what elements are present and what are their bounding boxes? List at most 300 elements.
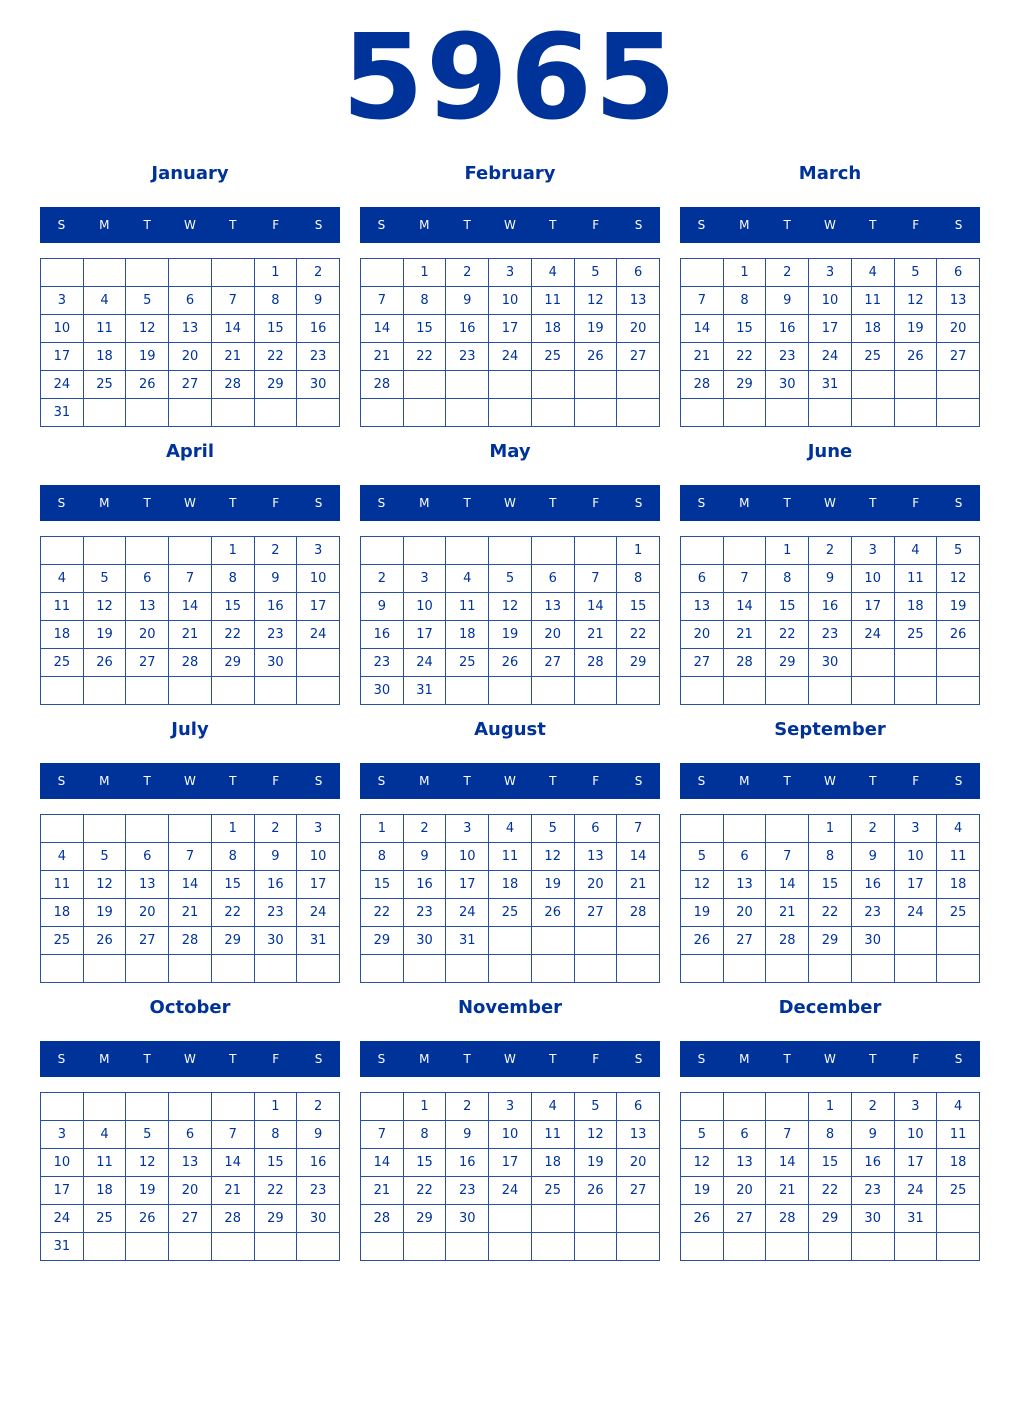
day-cell bbox=[212, 955, 255, 983]
day-cell: 29 bbox=[361, 927, 404, 955]
day-cell: 2 bbox=[852, 815, 895, 843]
day-cell: 18 bbox=[41, 621, 84, 649]
day-cell: 28 bbox=[169, 927, 212, 955]
weekday-label: W bbox=[184, 218, 196, 232]
weekday-header bbox=[360, 1041, 660, 1077]
day-cell bbox=[681, 815, 724, 843]
weekday-label: W bbox=[504, 774, 516, 788]
day-cell: 11 bbox=[84, 315, 127, 343]
day-cell: 10 bbox=[297, 843, 340, 871]
day-cell: 16 bbox=[446, 1149, 489, 1177]
day-cell bbox=[575, 537, 618, 565]
day-cell: 29 bbox=[617, 649, 660, 677]
day-cell: 28 bbox=[617, 899, 660, 927]
day-cell: 17 bbox=[297, 871, 340, 899]
day-cell: 2 bbox=[446, 1093, 489, 1121]
day-cell: 16 bbox=[404, 871, 447, 899]
weekday-header bbox=[680, 1041, 980, 1077]
day-cell: 27 bbox=[937, 343, 980, 371]
month-6 bbox=[680, 436, 980, 714]
day-cell: 28 bbox=[766, 1205, 809, 1233]
weekday-label: T bbox=[869, 218, 877, 232]
weekday-label: T bbox=[463, 1052, 471, 1066]
day-cell: 17 bbox=[489, 1149, 532, 1177]
day-cell: 7 bbox=[361, 287, 404, 315]
day-cell: 24 bbox=[41, 371, 84, 399]
month-name: November bbox=[457, 997, 563, 1018]
day-cell bbox=[255, 955, 298, 983]
weekday-label: F bbox=[912, 1052, 920, 1066]
day-cell bbox=[852, 649, 895, 677]
day-cell bbox=[852, 955, 895, 983]
day-cell bbox=[937, 1205, 980, 1233]
day-cell bbox=[126, 955, 169, 983]
day-cell: 4 bbox=[937, 1093, 980, 1121]
day-cell: 7 bbox=[212, 287, 255, 315]
day-cell: 29 bbox=[255, 1205, 298, 1233]
day-cell: 12 bbox=[126, 1149, 169, 1177]
day-cell bbox=[212, 1093, 255, 1121]
day-cell bbox=[575, 927, 618, 955]
day-grid bbox=[680, 536, 980, 705]
weekday-label: T bbox=[869, 496, 877, 510]
day-cell bbox=[724, 1093, 767, 1121]
day-cell: 13 bbox=[617, 1121, 660, 1149]
weekday-label: T bbox=[463, 218, 471, 232]
weekday-label: T bbox=[783, 774, 791, 788]
day-cell: 4 bbox=[937, 815, 980, 843]
day-cell: 21 bbox=[361, 343, 404, 371]
day-grid bbox=[360, 814, 660, 983]
day-cell bbox=[937, 371, 980, 399]
day-cell: 24 bbox=[895, 1177, 938, 1205]
day-cell bbox=[41, 677, 84, 705]
day-cell bbox=[446, 537, 489, 565]
weekday-header bbox=[40, 207, 340, 243]
day-cell: 31 bbox=[41, 399, 84, 427]
month-9 bbox=[680, 714, 980, 992]
day-grid bbox=[680, 1092, 980, 1261]
day-cell: 18 bbox=[937, 871, 980, 899]
day-cell: 6 bbox=[724, 1121, 767, 1149]
day-cell: 23 bbox=[361, 649, 404, 677]
day-cell: 9 bbox=[255, 565, 298, 593]
weekday-label: M bbox=[739, 496, 750, 510]
day-cell: 3 bbox=[852, 537, 895, 565]
day-cell: 12 bbox=[895, 287, 938, 315]
day-cell: 4 bbox=[489, 815, 532, 843]
day-cell: 6 bbox=[681, 565, 724, 593]
day-cell: 14 bbox=[169, 871, 212, 899]
day-cell: 26 bbox=[681, 927, 724, 955]
day-cell bbox=[297, 1233, 340, 1261]
weekday-label: W bbox=[504, 1052, 516, 1066]
day-cell bbox=[169, 955, 212, 983]
day-grid bbox=[360, 1092, 660, 1261]
month-name: May bbox=[489, 441, 531, 462]
day-cell: 29 bbox=[212, 649, 255, 677]
day-cell: 1 bbox=[809, 815, 852, 843]
day-cell: 3 bbox=[446, 815, 489, 843]
day-cell bbox=[212, 259, 255, 287]
day-cell: 18 bbox=[852, 315, 895, 343]
day-cell bbox=[169, 1233, 212, 1261]
weekday-label: F bbox=[592, 774, 600, 788]
day-cell: 24 bbox=[446, 899, 489, 927]
day-cell bbox=[255, 677, 298, 705]
day-cell: 25 bbox=[84, 371, 127, 399]
day-cell: 27 bbox=[724, 927, 767, 955]
day-cell bbox=[532, 399, 575, 427]
day-cell bbox=[361, 1093, 404, 1121]
month-name: December bbox=[778, 997, 882, 1018]
weekday-label: T bbox=[783, 1052, 791, 1066]
day-cell: 23 bbox=[852, 1177, 895, 1205]
day-cell bbox=[724, 399, 767, 427]
day-cell: 8 bbox=[212, 565, 255, 593]
month-name: August bbox=[474, 719, 546, 740]
day-cell bbox=[212, 399, 255, 427]
day-cell: 2 bbox=[297, 259, 340, 287]
weekday-label: W bbox=[504, 218, 516, 232]
day-cell: 28 bbox=[361, 371, 404, 399]
day-cell bbox=[809, 677, 852, 705]
day-cell: 2 bbox=[361, 565, 404, 593]
day-cell bbox=[404, 955, 447, 983]
day-cell: 25 bbox=[446, 649, 489, 677]
day-cell: 8 bbox=[404, 287, 447, 315]
day-cell bbox=[724, 955, 767, 983]
day-cell: 27 bbox=[126, 649, 169, 677]
day-cell bbox=[361, 537, 404, 565]
weekday-label: S bbox=[314, 496, 323, 510]
day-cell: 7 bbox=[361, 1121, 404, 1149]
day-cell: 19 bbox=[126, 1177, 169, 1205]
day-cell: 1 bbox=[766, 537, 809, 565]
day-cell: 22 bbox=[212, 899, 255, 927]
day-cell bbox=[809, 955, 852, 983]
day-cell: 13 bbox=[724, 871, 767, 899]
day-cell bbox=[575, 371, 618, 399]
day-cell: 10 bbox=[895, 1121, 938, 1149]
weekday-label: W bbox=[184, 774, 196, 788]
weekday-header bbox=[360, 485, 660, 521]
weekday-label: M bbox=[419, 218, 430, 232]
day-cell: 16 bbox=[852, 1149, 895, 1177]
month-7 bbox=[40, 714, 340, 992]
day-cell: 28 bbox=[361, 1205, 404, 1233]
day-cell: 12 bbox=[126, 315, 169, 343]
day-cell: 13 bbox=[126, 871, 169, 899]
day-cell bbox=[532, 1233, 575, 1261]
day-cell: 24 bbox=[404, 649, 447, 677]
month-name: March bbox=[798, 163, 862, 184]
day-cell: 25 bbox=[937, 1177, 980, 1205]
day-cell bbox=[724, 815, 767, 843]
day-cell bbox=[126, 815, 169, 843]
weekday-label: T bbox=[463, 496, 471, 510]
day-cell: 11 bbox=[532, 287, 575, 315]
day-cell: 16 bbox=[297, 1149, 340, 1177]
month-name: September bbox=[774, 719, 886, 740]
day-cell: 2 bbox=[255, 537, 298, 565]
day-cell: 16 bbox=[361, 621, 404, 649]
day-cell: 10 bbox=[489, 287, 532, 315]
day-cell: 11 bbox=[41, 593, 84, 621]
day-cell: 26 bbox=[895, 343, 938, 371]
day-cell bbox=[169, 677, 212, 705]
day-cell: 18 bbox=[41, 899, 84, 927]
day-cell bbox=[895, 1233, 938, 1261]
day-cell: 26 bbox=[575, 1177, 618, 1205]
day-cell bbox=[489, 399, 532, 427]
day-grid bbox=[360, 536, 660, 705]
day-cell: 7 bbox=[169, 565, 212, 593]
day-cell bbox=[532, 1205, 575, 1233]
day-cell: 19 bbox=[575, 1149, 618, 1177]
day-grid bbox=[40, 536, 340, 705]
day-cell: 26 bbox=[937, 621, 980, 649]
day-cell: 30 bbox=[809, 649, 852, 677]
day-cell: 4 bbox=[895, 537, 938, 565]
day-cell: 18 bbox=[84, 1177, 127, 1205]
day-cell: 11 bbox=[937, 1121, 980, 1149]
day-cell: 11 bbox=[852, 287, 895, 315]
day-cell: 10 bbox=[895, 843, 938, 871]
weekday-label: M bbox=[99, 496, 110, 510]
day-cell: 9 bbox=[446, 287, 489, 315]
weekday-label: T bbox=[143, 218, 151, 232]
day-cell: 13 bbox=[937, 287, 980, 315]
day-cell: 12 bbox=[84, 871, 127, 899]
day-cell: 12 bbox=[575, 1121, 618, 1149]
day-cell: 18 bbox=[84, 343, 127, 371]
day-cell: 11 bbox=[895, 565, 938, 593]
day-cell: 26 bbox=[126, 371, 169, 399]
weekday-label: W bbox=[504, 496, 516, 510]
day-cell bbox=[681, 259, 724, 287]
weekday-label: F bbox=[272, 496, 280, 510]
day-cell bbox=[169, 399, 212, 427]
weekday-header bbox=[680, 207, 980, 243]
day-cell bbox=[169, 537, 212, 565]
day-cell bbox=[489, 677, 532, 705]
day-cell bbox=[489, 371, 532, 399]
day-cell bbox=[937, 649, 980, 677]
day-cell: 9 bbox=[852, 843, 895, 871]
day-cell: 17 bbox=[489, 315, 532, 343]
day-cell: 15 bbox=[404, 1149, 447, 1177]
weekday-label: T bbox=[783, 218, 791, 232]
day-cell: 17 bbox=[895, 1149, 938, 1177]
weekday-label: T bbox=[549, 1052, 557, 1066]
day-cell: 22 bbox=[617, 621, 660, 649]
day-cell: 22 bbox=[404, 1177, 447, 1205]
day-cell: 10 bbox=[41, 315, 84, 343]
day-cell: 20 bbox=[724, 899, 767, 927]
day-cell: 19 bbox=[895, 315, 938, 343]
day-cell: 15 bbox=[361, 871, 404, 899]
day-cell: 3 bbox=[297, 815, 340, 843]
day-cell: 9 bbox=[766, 287, 809, 315]
day-cell: 21 bbox=[361, 1177, 404, 1205]
day-cell: 20 bbox=[617, 315, 660, 343]
day-cell: 27 bbox=[532, 649, 575, 677]
day-cell bbox=[404, 537, 447, 565]
day-cell: 17 bbox=[895, 871, 938, 899]
day-cell: 27 bbox=[126, 927, 169, 955]
day-cell: 13 bbox=[681, 593, 724, 621]
day-cell: 11 bbox=[84, 1149, 127, 1177]
weekday-label: S bbox=[377, 218, 386, 232]
day-cell bbox=[532, 955, 575, 983]
weekday-label: S bbox=[57, 218, 66, 232]
day-cell bbox=[766, 677, 809, 705]
month-3 bbox=[680, 158, 980, 436]
day-cell bbox=[169, 1093, 212, 1121]
day-cell: 14 bbox=[169, 593, 212, 621]
day-cell: 19 bbox=[84, 899, 127, 927]
day-cell bbox=[617, 371, 660, 399]
day-cell bbox=[895, 955, 938, 983]
day-cell bbox=[361, 1233, 404, 1261]
day-cell: 1 bbox=[724, 259, 767, 287]
day-cell bbox=[766, 399, 809, 427]
day-cell bbox=[575, 1205, 618, 1233]
day-cell: 10 bbox=[297, 565, 340, 593]
weekday-label: T bbox=[783, 496, 791, 510]
day-cell: 9 bbox=[446, 1121, 489, 1149]
day-cell: 21 bbox=[212, 343, 255, 371]
day-cell: 5 bbox=[84, 565, 127, 593]
day-cell: 14 bbox=[212, 1149, 255, 1177]
day-cell bbox=[84, 1093, 127, 1121]
day-cell bbox=[895, 927, 938, 955]
day-cell: 30 bbox=[297, 371, 340, 399]
day-cell bbox=[41, 955, 84, 983]
day-cell: 20 bbox=[126, 621, 169, 649]
day-cell: 26 bbox=[681, 1205, 724, 1233]
day-cell: 12 bbox=[84, 593, 127, 621]
day-cell: 11 bbox=[446, 593, 489, 621]
day-cell bbox=[809, 1233, 852, 1261]
day-cell: 10 bbox=[404, 593, 447, 621]
day-cell: 30 bbox=[766, 371, 809, 399]
day-cell: 14 bbox=[681, 315, 724, 343]
day-cell bbox=[852, 371, 895, 399]
day-cell: 13 bbox=[575, 843, 618, 871]
weekday-label: F bbox=[272, 1052, 280, 1066]
day-grid bbox=[680, 258, 980, 427]
weekday-label: S bbox=[697, 1052, 706, 1066]
weekday-label: W bbox=[824, 218, 836, 232]
month-name: February bbox=[464, 163, 556, 184]
day-cell bbox=[724, 537, 767, 565]
day-cell: 15 bbox=[724, 315, 767, 343]
day-cell: 18 bbox=[895, 593, 938, 621]
day-cell: 29 bbox=[809, 927, 852, 955]
day-cell: 3 bbox=[895, 1093, 938, 1121]
day-cell: 16 bbox=[766, 315, 809, 343]
day-cell bbox=[766, 1233, 809, 1261]
day-cell: 28 bbox=[724, 649, 767, 677]
day-cell: 1 bbox=[617, 537, 660, 565]
day-cell: 4 bbox=[532, 1093, 575, 1121]
day-cell bbox=[766, 1093, 809, 1121]
weekday-header bbox=[680, 763, 980, 799]
day-cell: 6 bbox=[169, 287, 212, 315]
weekday-label: F bbox=[272, 218, 280, 232]
day-cell bbox=[84, 537, 127, 565]
day-cell bbox=[212, 1233, 255, 1261]
day-cell: 9 bbox=[361, 593, 404, 621]
day-cell bbox=[212, 677, 255, 705]
day-cell: 2 bbox=[766, 259, 809, 287]
weekday-label: S bbox=[697, 774, 706, 788]
day-cell: 13 bbox=[126, 593, 169, 621]
weekday-label: M bbox=[739, 218, 750, 232]
day-cell: 16 bbox=[852, 871, 895, 899]
day-cell: 3 bbox=[41, 287, 84, 315]
day-cell: 15 bbox=[809, 871, 852, 899]
day-cell: 1 bbox=[404, 259, 447, 287]
day-cell: 6 bbox=[724, 843, 767, 871]
day-cell bbox=[895, 677, 938, 705]
day-cell: 2 bbox=[809, 537, 852, 565]
day-cell bbox=[169, 259, 212, 287]
day-cell: 12 bbox=[681, 871, 724, 899]
day-cell: 22 bbox=[255, 343, 298, 371]
day-cell: 14 bbox=[766, 871, 809, 899]
day-cell: 13 bbox=[169, 1149, 212, 1177]
day-cell: 24 bbox=[809, 343, 852, 371]
day-cell: 19 bbox=[84, 621, 127, 649]
day-cell: 21 bbox=[766, 899, 809, 927]
day-cell: 8 bbox=[766, 565, 809, 593]
weekday-label: S bbox=[377, 774, 386, 788]
day-cell: 10 bbox=[852, 565, 895, 593]
day-cell: 31 bbox=[809, 371, 852, 399]
months-grid bbox=[40, 158, 980, 1270]
day-cell: 27 bbox=[617, 343, 660, 371]
weekday-label: T bbox=[869, 774, 877, 788]
day-cell: 25 bbox=[532, 1177, 575, 1205]
day-cell: 12 bbox=[681, 1149, 724, 1177]
day-cell: 2 bbox=[404, 815, 447, 843]
month-name: July bbox=[171, 719, 209, 740]
day-cell: 13 bbox=[169, 315, 212, 343]
day-cell: 4 bbox=[84, 1121, 127, 1149]
day-cell bbox=[937, 927, 980, 955]
weekday-label: S bbox=[954, 1052, 963, 1066]
day-cell: 25 bbox=[937, 899, 980, 927]
day-cell: 31 bbox=[297, 927, 340, 955]
day-cell bbox=[724, 677, 767, 705]
day-cell: 17 bbox=[297, 593, 340, 621]
day-cell: 7 bbox=[212, 1121, 255, 1149]
day-cell: 22 bbox=[361, 899, 404, 927]
day-cell: 8 bbox=[404, 1121, 447, 1149]
weekday-label: T bbox=[463, 774, 471, 788]
day-cell bbox=[852, 677, 895, 705]
day-cell: 15 bbox=[212, 593, 255, 621]
day-cell bbox=[724, 1233, 767, 1261]
day-cell bbox=[41, 259, 84, 287]
weekday-label: F bbox=[912, 774, 920, 788]
day-cell: 14 bbox=[724, 593, 767, 621]
day-cell: 4 bbox=[41, 565, 84, 593]
day-cell: 30 bbox=[255, 649, 298, 677]
